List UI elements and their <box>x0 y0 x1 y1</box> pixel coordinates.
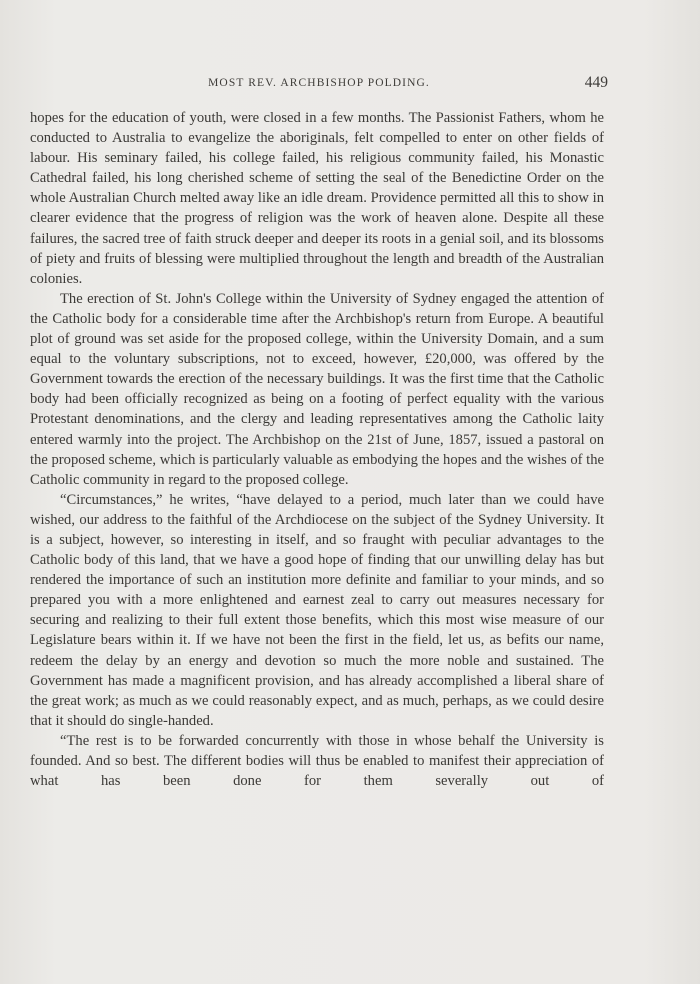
paragraph: The erection of St. John's College within the University of Sydney engaged the attention of the Catholic body for a considerable time after the Archbishop's return from Europe. A beautiful plot of ground was set aside for the proposed college, within the University Domain, and a sum equal to the voluntary subscriptions, not to exceed, however, £20,000, was offered by the Government towards the erection of the necessary buildings. It was the first time that the Catholic body had been officially recognized as being on a footing of perfect equality with the various Protestant denominations, and the clergy and leading representatives among the Catholic laity entered warmly into the project. The Archbishop on the 21st of June, 1857, issued a pastoral on the proposed scheme, which is particularly valuable as embodying the hopes and the wishes of the Catholic community in regard to the proposed college. <box>30 290 604 488</box>
running-title: MOST REV. ARCHBISHOP POLDING. <box>208 77 430 89</box>
paragraph: “The rest is to be forwarded concurrently with those in whose behalf the University is founded. And so best. The different bodies will thus be enabled to manifest their appreciation of what has been done for them severally out of <box>30 732 604 790</box>
body-text <box>30 108 604 791</box>
page-header <box>30 74 608 96</box>
paragraph: “Circumstances,” he writes, “have delayed to a period, much later than we could have wished, our address to the faithful of the Archdiocese on the subject of the Sydney University. It is a subject, however, so interesting in itself, and so fraught with peculiar advantages to the Catholic body of this land, that we have a good hope of finding that our unwilling delay has but rendered the importance of such an institution more definite and familiar to your minds, and so prepared you with a more enlightened and earnest zeal to carry out measures necessary for securing and realizing to their full extent those benefits, which this most wise measure of our Legislature bears within it. If we have not been the first in the field, let us, as befits our name, redeem the delay by an energy and devotion so much the more noble and sustained. The Government has made a magnificent provision, and has already accomplished a liberal share of the great work; as much as we could reasonably expect, and as much, perhaps, as we could desire that it should do single-handed. <box>30 491 604 729</box>
page-number: 449 <box>584 74 608 91</box>
paragraph: hopes for the education of youth, were closed in a few months. The Passionist Fathers, whom he conducted to Australia to evangelize the aboriginals, felt compelled to enter on other fields of labour. His seminary failed, his college failed, his religious community failed, his Monastic Cathedral failed, his long cherished scheme of setting the seal of the Benedictine Order on the whole Australian Church melted away like an idle dream. Providence permitted all this to show in clearer evidence that the progress of religion was the work of heaven alone. Despite all these failures, the sacred tree of faith struck deeper and deeper its roots in a genial soil, and its blossoms of piety and fruits of blessing were multiplied throughout the length and breadth of the Australian colonies. <box>30 110 604 287</box>
